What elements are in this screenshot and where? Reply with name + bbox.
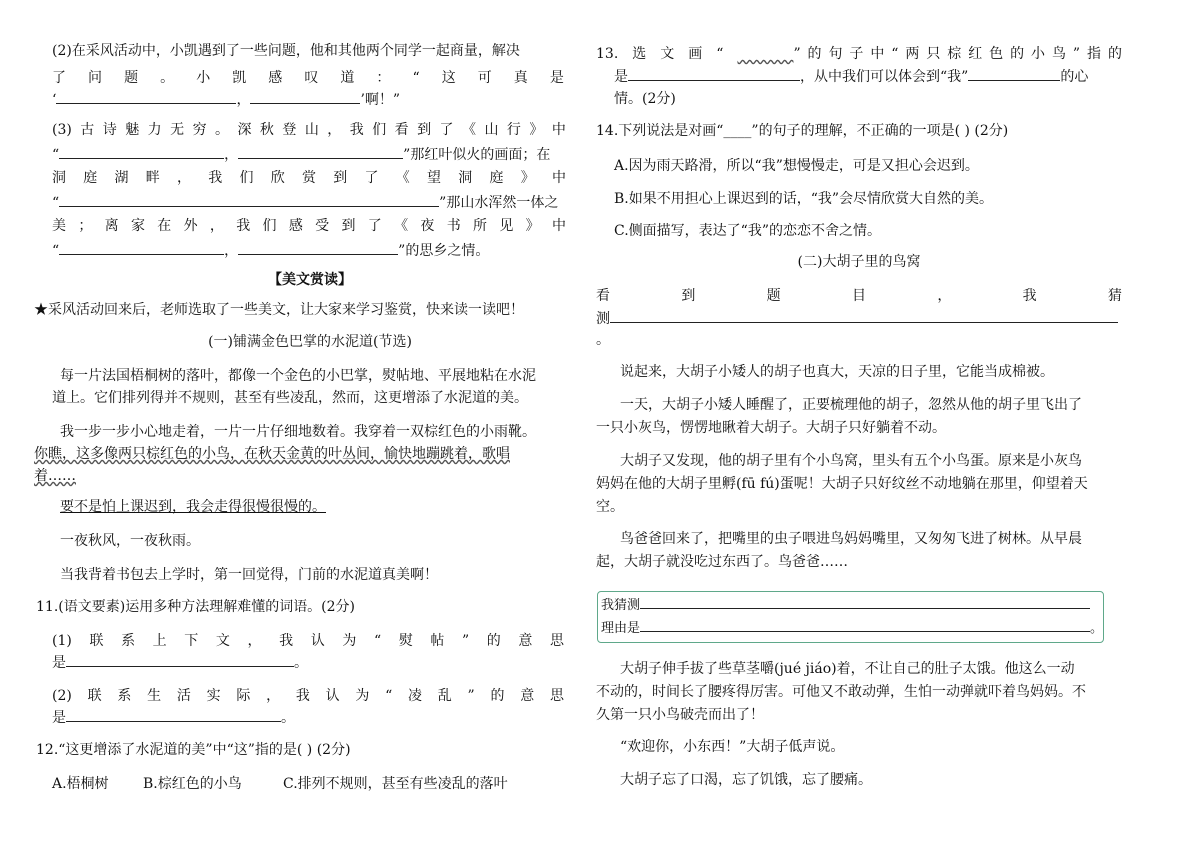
text-char: 庭 [83, 170, 98, 186]
s1: 说起来，大胡子小矮人的胡子也真大，天凉的日子里，它能当成棉被。 [620, 364, 1054, 380]
text-char: 了 [439, 122, 454, 138]
text-char: 到 [681, 288, 696, 304]
text-char: 离 [104, 218, 119, 234]
text-char: 棕 [947, 46, 962, 62]
q14-option-b[interactable]: B.如果不用担心上课迟到的话，“我”会尽情欣赏大自然的美。 [614, 191, 994, 207]
text-char: 系 [117, 688, 132, 704]
text-char: 秋 [259, 122, 274, 138]
text-char: 赏 [302, 170, 316, 186]
answer-blank[interactable] [610, 308, 1118, 323]
text-char: 》 [529, 122, 544, 138]
text-char: 文 [660, 46, 675, 62]
text-char: 上 [152, 633, 167, 649]
answer-blank[interactable] [59, 144, 224, 159]
answer-blank[interactable] [238, 144, 403, 159]
q12-option-b[interactable]: B.棕红色的小鸟 [143, 776, 242, 792]
text-char: 的 [486, 633, 501, 649]
p1-line1: 每一片法国梧桐树的落叶，都像一个金色的小巴掌，熨帖地、平展地粘在水泥 [60, 368, 536, 384]
s6: “欢迎你，小东西！”大胡子低声说。 [620, 739, 845, 755]
text-char: 外 [183, 218, 198, 234]
text-char: ” [793, 46, 801, 62]
q3-line5 [52, 216, 566, 236]
text-char: 看 [596, 288, 610, 304]
intro-text: ★采风活动回来后，老师选取了一些美文，让大家来学习鉴赏，快来读一读吧！ [34, 302, 524, 318]
text-char: 这 [441, 70, 456, 86]
quote-end: ”的思乡之情。 [398, 243, 490, 259]
reason-box-row [601, 617, 1103, 639]
text-char: 的 [1107, 46, 1122, 62]
text-char: 中 [551, 122, 566, 138]
text-char: 了 [364, 170, 379, 186]
text-char: 鸟 [1051, 46, 1066, 62]
text-char: 选 [632, 46, 647, 62]
answer-blank[interactable] [59, 192, 439, 207]
text-char: 文 [215, 633, 230, 649]
text-char: (1) [52, 633, 72, 649]
text-char: ， [247, 633, 262, 649]
text-char: 我 [1022, 288, 1037, 304]
text-char: ” [1072, 46, 1081, 62]
text-char: 句 [828, 46, 843, 62]
text-char: 我 [295, 688, 310, 704]
text-char: 受 [315, 218, 330, 234]
text-char: 是 [549, 70, 564, 86]
text-char: 欣 [270, 170, 285, 186]
text-char: 畔 [145, 170, 160, 186]
quote-end: ’啊！” [360, 92, 401, 108]
s5-line1: 大胡子伸手拔了些草茎嚼(jué jiáo)着，不让自己的肚子太饿。他这么一动 [620, 661, 1075, 677]
p2-line2-wavy: 你瞧，这多像两只棕红色的小鸟，在秋天金黄的叶丛间，愉快地蹦跳着，歌唱 [34, 446, 510, 462]
text-char: 乱 [437, 688, 452, 704]
answer-blank[interactable] [66, 652, 294, 667]
text-char: 无 [170, 122, 185, 138]
text-char: 下 [184, 633, 199, 649]
prefix: 是 [52, 710, 66, 726]
text-char: 可 [477, 70, 492, 86]
text-char: 中 [551, 218, 566, 234]
p2-line1: 我一步一步小心地走着，一片一片仔细地数着。我穿着一双棕红色的小雨靴。 [60, 424, 536, 440]
q13-tail [793, 44, 1122, 64]
text-char: 了 [52, 70, 66, 86]
text-char: 的 [1010, 46, 1025, 62]
text-char: 我 [208, 170, 223, 186]
answer-blank[interactable] [66, 707, 281, 722]
text-char: 》 [525, 218, 540, 234]
q11-title: 11.(语文要素)运用多种方法理解难懂的词语。(2分) [36, 599, 356, 615]
text-char: 深 [237, 122, 252, 138]
text-char: 山 [484, 122, 499, 138]
q12-option-a[interactable]: A.梧桐树 [52, 776, 109, 792]
text-char: 只 [926, 46, 941, 62]
text-char: 行 [506, 122, 521, 138]
q11-2-line2 [52, 707, 295, 728]
passage2-title: (二)大胡子里的鸟窝 [797, 254, 921, 270]
text-char: 穷 [192, 122, 207, 138]
q12-title: 12.“这更增添了水泥道的美”中“这”指的是( ) (2分) [36, 742, 351, 758]
text-char: 红 [968, 46, 983, 62]
text-char: 认 [325, 688, 340, 704]
answer-blank[interactable] [640, 594, 1090, 609]
text-char: 为 [355, 688, 370, 704]
comma: ， [224, 243, 239, 259]
q3-line3 [52, 168, 566, 188]
q11-2-line1 [52, 686, 564, 706]
text-char: 意 [518, 633, 533, 649]
quote-open: “ [52, 195, 60, 211]
text-char: 。 [215, 122, 230, 138]
text-char: 凌 [408, 688, 423, 704]
answer-blank[interactable] [968, 66, 1060, 81]
text-char: 问 [88, 70, 103, 86]
reason-label: 理由是 [601, 621, 641, 636]
text-char: 真 [513, 70, 528, 86]
text-char: 美 [52, 218, 66, 234]
text-char: (2) [52, 688, 72, 704]
text-char: 《 [394, 218, 409, 234]
text-char: 色 [989, 46, 1004, 62]
s3-line2: 妈妈在他的大胡子里孵(fū fú)蛋呢！大胡子只好纹丝不动地躺在那里，仰望着天 [596, 476, 1088, 492]
s4-line1: 鸟爸爸回来了，把嘴里的虫子喂进鸟妈妈嘴里，又匆匆飞进了树林。从早晨 [620, 531, 1082, 547]
text-char: 生 [147, 688, 162, 704]
text-char: 际 [236, 688, 251, 704]
text-char: 见 [499, 218, 514, 234]
text-char: 为 [342, 633, 357, 649]
q3-line4 [52, 192, 558, 213]
text-char: 洞 [52, 170, 66, 186]
text-char: ， [177, 170, 191, 186]
text-char: 系 [121, 633, 136, 649]
text-char: 们 [239, 170, 254, 186]
comma: ， [236, 92, 251, 108]
text-char: 诗 [102, 122, 117, 138]
q13-wavy-blank[interactable] [737, 44, 793, 64]
text-char: 道 [340, 70, 355, 86]
s2-line2: 一只小灰鸟，愣愣地瞅着大胡子。大胡子只好躺着不动。 [596, 420, 946, 436]
q3-line2 [52, 144, 550, 165]
text-char: 目 [851, 288, 866, 304]
answer-blank[interactable] [640, 617, 1090, 632]
text-char: 《 [395, 170, 410, 186]
q11-1-line1 [52, 631, 564, 651]
text-char: 夜 [420, 218, 435, 234]
s4-line2: 起，大胡子就没吃过东西了。鸟爸爸…… [596, 554, 848, 570]
q2-line3 [52, 89, 400, 110]
text-char: 题 [124, 70, 139, 86]
text-char: 画 [688, 46, 703, 62]
quote-open: “ [52, 243, 60, 259]
comma: ， [224, 147, 239, 163]
section-title: 【美文赏读】 [268, 272, 352, 288]
text-char: 叹 [304, 70, 319, 86]
text-char: 》 [520, 170, 535, 186]
text-char: 两 [905, 46, 920, 62]
text-char: 思 [549, 633, 564, 649]
guess-line1 [596, 286, 1122, 306]
text-char: 联 [87, 688, 102, 704]
text-char: 小 [1031, 46, 1046, 62]
q2-line2 [52, 68, 564, 88]
text-char: “ [891, 46, 899, 62]
answer-blank[interactable] [56, 89, 236, 104]
q2-line1: (2)在采风活动中，小凯遇到了一些问题，他和其他两个同学一起商量，解决 [52, 43, 520, 59]
quote-open: ‘ [52, 92, 57, 108]
text-char: 认 [310, 633, 325, 649]
q11-1-line2 [52, 652, 308, 673]
q13-line2 [614, 66, 1088, 87]
text-char: (3) [52, 122, 72, 138]
end-text: 的心 [1060, 69, 1089, 85]
text-char: ： [376, 70, 391, 86]
text-char: 到 [417, 122, 432, 138]
guess-line2 [596, 308, 1118, 329]
text-char: 望 [427, 170, 441, 186]
q13-line1 [596, 44, 1122, 64]
quote-end: ”那山水浑然一体之 [439, 195, 559, 211]
q14-option-a[interactable]: A.因为雨天路滑，所以“我”想慢慢走，可是又担心会迟到。 [614, 158, 979, 174]
text-char: 指 [1087, 46, 1102, 62]
text-char: 猜 [1107, 288, 1122, 304]
text-char: 帖 [430, 633, 445, 649]
passage1-title: (一)铺满金色巴掌的水泥道(节选) [208, 334, 412, 350]
q13-line3: 情。(2分) [614, 91, 676, 107]
prefix: 测 [596, 311, 610, 327]
text-char: 了 [367, 218, 382, 234]
q13-head [596, 44, 737, 64]
text-char: 登 [282, 122, 297, 138]
prefix: 是 [52, 655, 66, 671]
text-char: 力 [147, 122, 162, 138]
text-char: 我 [236, 218, 251, 234]
text-char: 的 [490, 688, 505, 704]
text-char: 感 [288, 218, 303, 234]
period: 。 [281, 710, 295, 726]
answer-blank[interactable] [250, 89, 360, 104]
s3-line3: 空。 [596, 499, 624, 515]
text-char: 熨 [398, 633, 413, 649]
p3-underlined: 要不是怕上课迟到，我会走得很慢很慢的。 [60, 499, 326, 515]
quote-end: ”那红叶似火的画面；在 [403, 147, 551, 163]
text-char: 题 [766, 288, 781, 304]
q14-title: 14.下列说法是对画“____”的句子的理解，不正确的一项是( ) (2分) [596, 123, 1009, 139]
text-char: 凯 [232, 70, 247, 86]
text-char: “ [412, 70, 420, 86]
text-char: “ [373, 633, 382, 649]
text-char: ” [467, 688, 475, 704]
period: 。 [294, 655, 308, 671]
text-char: 感 [268, 70, 283, 86]
text-char: 。 [160, 70, 175, 86]
text-char: 到 [333, 170, 348, 186]
text-char: 庭 [489, 170, 504, 186]
text-char: 联 [89, 633, 104, 649]
text-char: 子 [849, 46, 864, 62]
text-char: 山 [304, 122, 319, 138]
text-char: 到 [341, 218, 356, 234]
p2-line3-wavy: 着…… [34, 468, 76, 484]
guess-box-row [601, 594, 1090, 616]
answer-blank[interactable] [238, 240, 398, 255]
text-char: 思 [549, 688, 564, 704]
text-char: 中 [870, 46, 885, 62]
text-char: 我 [349, 122, 364, 138]
p1-line2: 道上。它们排列得并不规则，甚至有些凌乱，然而，这更增添了水泥道的美。 [52, 390, 528, 406]
s5-line2: 不动的，时间长了腰疼得厉害。可他又不敢动弹，生怕一动弹就吓着鸟妈妈。不 [596, 684, 1086, 700]
q3-line1 [52, 120, 566, 140]
text-char: 13. [596, 46, 619, 62]
text-char: 《 [462, 122, 476, 138]
text-char: 中 [552, 170, 566, 186]
text-char: 小 [196, 70, 211, 86]
text-char: 湖 [114, 170, 129, 186]
text-char: “ [716, 46, 724, 62]
p5: 当我背着书包去上学时，第一回觉得，门前的水泥道真美啊！ [60, 567, 438, 583]
text-char: ， [327, 122, 342, 138]
text-char: 实 [206, 688, 221, 704]
quote-open: “ [52, 147, 60, 163]
p4: 一夜秋风，一夜秋雨。 [60, 533, 200, 549]
text-char: 意 [520, 688, 535, 704]
text-char: “ [385, 688, 393, 704]
text-char: 活 [176, 688, 191, 704]
text-char: 我 [279, 633, 294, 649]
guess-label: 我猜测 [601, 598, 641, 613]
text-char: ， [209, 218, 224, 234]
text-char: 在 [157, 218, 172, 234]
text-char: 书 [446, 218, 461, 234]
text-char: 洞 [458, 170, 473, 186]
s5-line3: 久第一只小鸟破壳而出了！ [596, 707, 764, 723]
guess-box [597, 591, 1104, 643]
answer-blank[interactable] [59, 240, 224, 255]
text-char: 们 [372, 122, 387, 138]
s2-line1: 一天，大胡子小矮人睡醒了，正要梳理他的胡子，忽然从他的胡子里飞出了 [620, 397, 1082, 413]
q14-option-c[interactable]: C.侧面描写，表达了“我”的恋恋不舍之情。 [614, 223, 881, 239]
text-char: ” [461, 633, 470, 649]
text-char: 的 [807, 46, 822, 62]
mid-text: ，从中我们可以体会到“我” [800, 69, 969, 85]
text-char: 们 [262, 218, 277, 234]
text-char: ， [266, 688, 281, 704]
prefix: 是 [614, 69, 628, 85]
q12-option-c[interactable]: C.排列不规则，甚至有些凌乱的落叶 [283, 776, 508, 792]
text-char: ， [937, 288, 952, 304]
text-char: 魅 [125, 122, 140, 138]
text-char: 看 [394, 122, 409, 138]
s7: 大胡子忘了口渴，忘了饥饿，忘了腰痛。 [620, 772, 872, 788]
answer-blank[interactable] [628, 66, 800, 81]
period: 。 [1090, 621, 1104, 636]
text-char: ； [78, 218, 93, 234]
guess-end: 。 [596, 332, 610, 348]
text-char: 所 [473, 218, 487, 234]
text-char: 古 [80, 122, 95, 138]
s3-line1: 大胡子又发现，他的胡子里有个小鸟窝，里头有五个小鸟蛋。原来是小灰鸟 [620, 453, 1082, 469]
q3-line6 [52, 240, 489, 261]
text-char: 家 [130, 218, 145, 234]
